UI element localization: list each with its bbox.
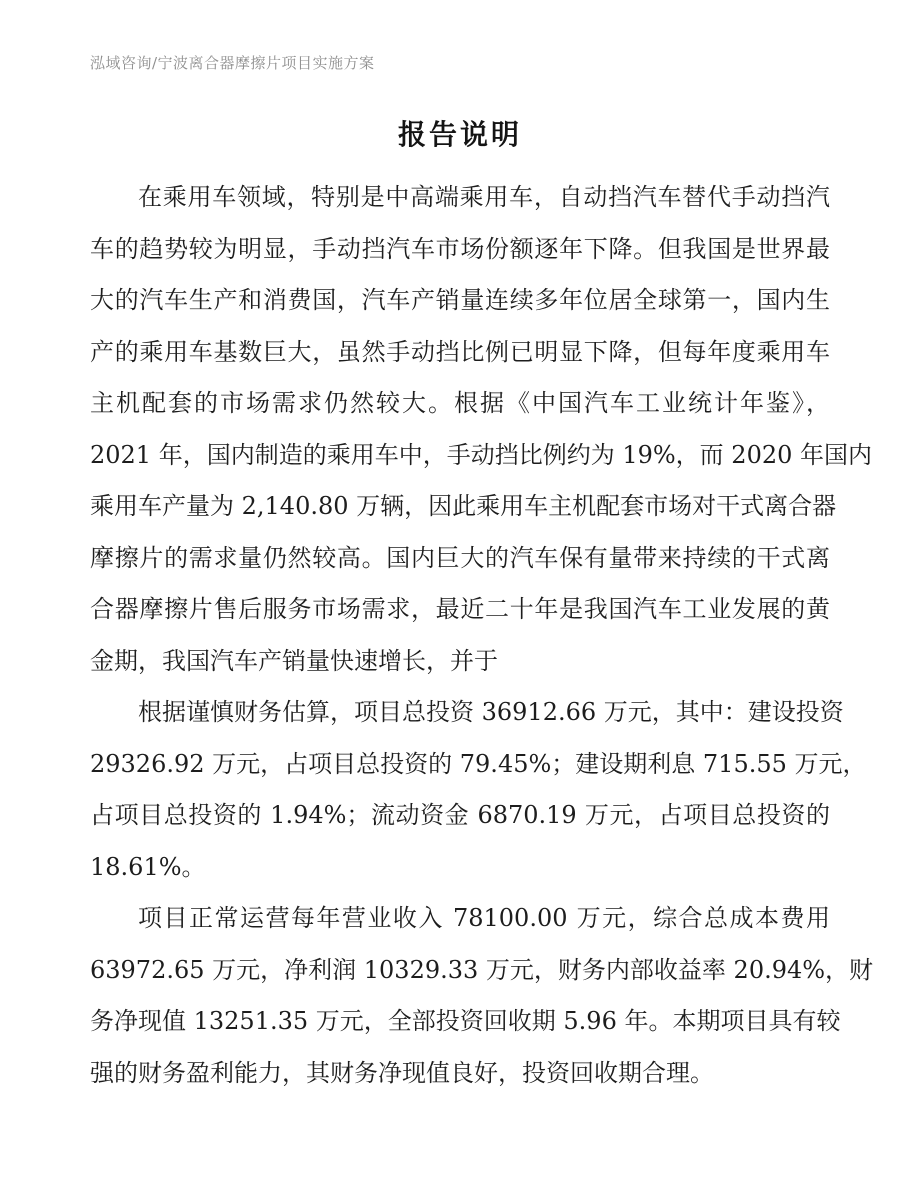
body-line: 根据谨慎财务估算，项目总投资 36912.66 万元，其中：建设投资: [138, 698, 844, 726]
body-line: 金期，我国汽车产销量快速增长，并于: [90, 646, 498, 675]
body-line: 63972.65 万元，净利润 10329.33 万元，财务内部收益率 20.94%，财: [90, 955, 874, 984]
body-line: 摩擦片的需求量仍然较高。国内巨大的汽车保有量带来持续的干式离: [90, 543, 830, 572]
body-line: 29326.92 万元，占项目总投资的 79.45%；建设期利息 715.55 万元，: [90, 749, 867, 778]
body-line: 务净现值 13251.35 万元，全部投资回收期 5.96 年。本期项目具有较: [90, 1007, 841, 1035]
report-title: 报告说明: [397, 118, 522, 151]
document-header: 泓域咨询/宁波离合器摩擦片项目实施方案: [90, 54, 375, 72]
body-line: 主机配套的市场需求仍然较大。根据《中国汽车工业统计年鉴》，: [90, 389, 830, 417]
body-line: 在乘用车领域，特别是中高端乘用车，自动挡汽车替代手动挡汽: [138, 183, 830, 211]
body-line: 车的趋势较为明显，手动挡汽车市场份额逐年下降。但我国是世界最: [90, 234, 830, 263]
body-line: 产的乘用车基数巨大，虽然手动挡比例已明显下降，但每年度乘用车: [90, 337, 830, 366]
document-body: [90, 172, 874, 1099]
body-line: 占项目总投资的 1.94%；流动资金 6870.19 万元，占项目总投资的: [90, 801, 830, 829]
body-line: 乘用车产量为 2,140.80 万辆，因此乘用车主机配套市场对干式离合器: [90, 492, 837, 520]
body-line: 强的财务盈利能力，其财务净现值良好，投资回收期合理。: [90, 1058, 714, 1087]
body-line: 18.61%。: [90, 852, 206, 881]
body-line: 大的汽车生产和消费国，汽车产销量连续多年位居全球第一，国内生: [90, 286, 830, 314]
body-line: 2021 年，国内制造的乘用车中，手动挡比例约为 19%，而 2020 年国内: [90, 440, 873, 469]
body-line: 项目正常运营每年营业收入 78100.00 万元，综合总成本费用: [138, 904, 830, 932]
body-line: 合器摩擦片售后服务市场需求，最近二十年是我国汽车工业发展的黄: [90, 595, 830, 623]
